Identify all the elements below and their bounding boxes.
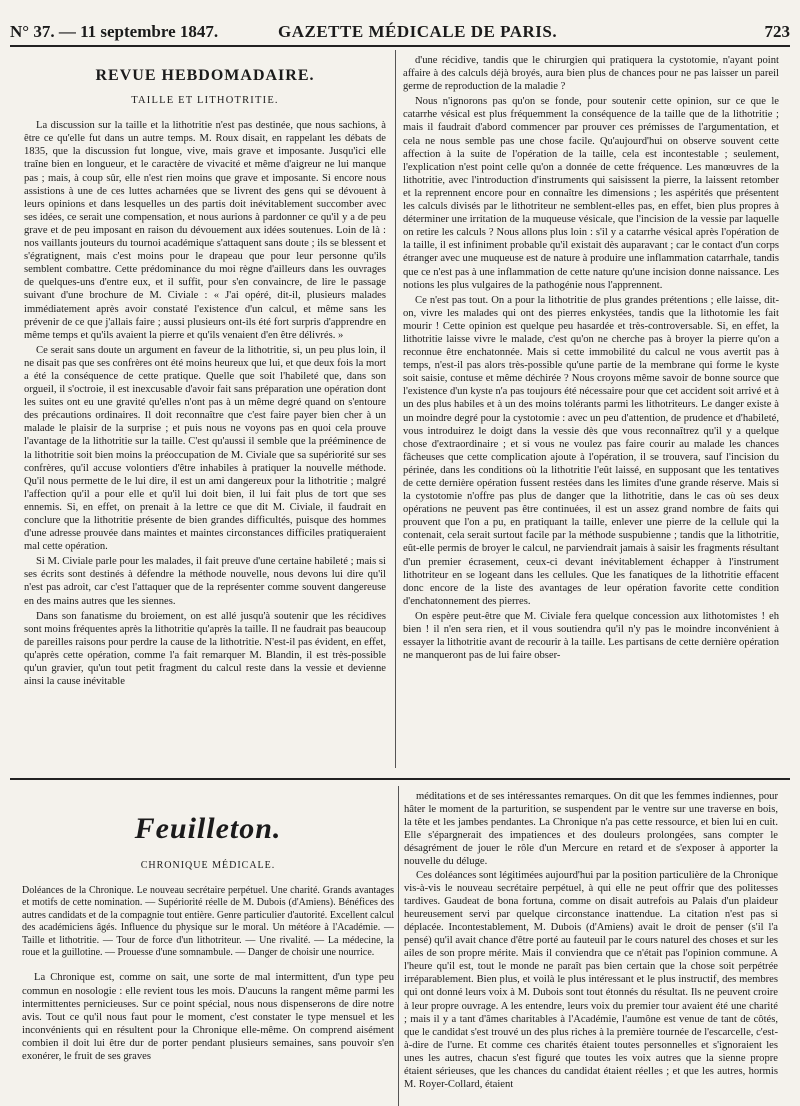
issue-date: N° 37. — 11 septembre 1847.: [10, 22, 219, 41]
chronique-heading: CHRONIQUE MÉDICALE.: [140, 860, 276, 871]
review-left-column: [24, 65, 386, 758]
feuilleton-paragraph: Ces doléances sont légitimées aujourd'hui par la position particulière de la Chronique vis-à-vis le nouveau secrétaire perpétuel, à qui elle ne peut offrir que des politesses tardives. Gaudeat de bona fortuna, comme on disait autrefois au Palais d'un plaideur heureusement servi par quelque circonstance inattendue. La citation n'est pas si déplacée. Incontestablement, M. Dubois (d'Amiens) avait le droit de penser (s'il l'a pensé) qu'il avait chance d'être porté au fauteuil par le cours naturel des choses et sur les ailes de son propre mérite. Mais il conviendra que ce n'était pas l'opinion commune. A l'heure qu'il est, tout le monde ne paraît pas bien certain que la chose soit perpétrée irréparablement. Bien plus, et voilà le plus intéressant et le plus instructif, des membres qui ont donné leurs voix à M. Dubois sont tout étonnés du résultat. Ils ne peuvent croire à leur propre ouvrage. A les entendre, leurs voix du premier tour avaient été une charité ; mais il y a tant d'âmes charitables à l'Académie, l'aumône est venue de tant de côtés, que le candidat s'est trouvé un des plus riches à la première tournée de l'escarcelle, c'est-à-dire de l'urne. Et comme ces charités étaient toutes personnelles et s'ignoraient les unes les autres, chacun s'est figuré que toutes les voix autres que la sienne propre étaient sérieuses, que les chances du candidat étaient réelles ; et que les autres, hormis M. Royer-Collard, étaient: [404, 869, 778, 1091]
review-paragraph: Ce serait sans doute un argument en faveur de la lithotritie, si, un peu plus loin, il ne disait pas que ses confrères ont été moins heureux que lui, et que deux fois la mort a été la conséquence de cette pratique. Quelle que soit l'habileté que, dans son orgueil, il s'octroie, il est inexcusable d'avoir fait sans préparation une opération dont les suites ont eu une gravité qu'elles n'ont pas à un même degré quand on s'entoure des précautions ordinaires. Il doit reconnaître que c'est faire payer bien cher à un malade le plaisir de la surprise ; et puis nous ne voyons pas en quoi cela prouve l'avantage de la lithotritie sur la taille. C'est qu'aussi il semble que la prééminence de la lithotritie soit bien moins la préoccupation de M. Civiale que sa supériorité sur ses confrères, qu'il accuse volontiers d'être inhabiles à pratiquer la nouvelle méthode. Qu'il nous permette de le lui dire, il est un ami dangereux pour la lithotritie ; malgré l'affection qu'il a pour elle et qu'il lui doit bien, il lui fait plus de tort que ses ennemis. Si, en effet, on prenait à la lettre ce que dit M. Civiale, il faudrait en conclure que la lithotritie présente de bien grandes difficultés, puisque des hommes d'une adresse prouvée dans maintes et maintes circonstances difficiles pratiqueraient mal cette opération.: [24, 344, 386, 553]
review-title: REVUE HEBDOMADAIRE.: [95, 67, 315, 84]
page-number: 723: [764, 22, 790, 41]
chronique-summary: Doléances de la Chronique. Le nouveau secrétaire perpétuel. Une charité. Grands avantages et motifs de cette nomination. — Supériorité réelle de M. Dubois (d'Amiens). Bénéfices des autres candidats et de la compagnie tout entière. Genre particulier d'autorité. Excellent calcul des académiciens âgés. Influence du physique sur le moral. Un météore à l'Académie. — Taille et lithotritie. — Tour de force d'un lithotriteur. — Une rivalité. — La médecine, la roue et la guillotine. — Prouesse d'une somnambule. — Danger de choisir une nourrice.: [22, 885, 394, 959]
journal-title: GAZETTE MÉDICALE DE PARIS.: [278, 22, 558, 41]
feuilleton-rule: [10, 778, 790, 780]
feuilleton-left-column: [22, 790, 394, 1106]
review-paragraph: On espère peut-être que M. Civiale fera quelque concession aux lithotomistes ! eh bien ! il n'en sera rien, et il vous soutiendra qu'il n'y pas le moindre inconvénient à essayer la lithotritie avant de recourir à la taille. Les partisans de cette dernière opération ne manqueront pas de lui faire obser-: [403, 610, 779, 662]
review-paragraph: d'une récidive, tandis que le chirurgien qui pratiquera la cystotomie, n'ayant point affaire à des calculs déjà broyés, aura bien plus de chances pour ne pas laisser un pareil germe de reproduction de la maladie ?: [403, 55, 779, 93]
feuilleton-paragraph: La Chronique est, comme on sait, une sorte de mal intermittent, d'un type peu commun en nosologie : elle revient tous les mois. D'aucuns la rangent même parmi les intermittentes pernicieuses. Sur ce point spécial, nous nous dispenserons de dire notre avis. Tout ce qu'il nous faut pour le moment, c'est constater le type mensuel et les inconvénients qui en résultent pour la Chronique elle-même. On comprend aisément combien il doit lui être dur de porter pendant plusieurs semaines, sans pouvoir s'en exonérer, le fruit de ses graves: [22, 972, 394, 1062]
feuilleton-paragraph: méditations et de ses intéressantes remarques. On dit que les femmes indiennes, pour hâter le moment de la parturition, se suspendent par le ventre sur une traverse en bois, la tête et les jambes pendantes. La Chronique n'a pas cette ressource, et bien lui en cuit. Elle s'épargnerait des impatiences et des douleurs prolongées, sans compter le désagrément de jouer le rôle d'un Mercure en retard et de s'exposer à apporter la nouvelle du déluge.: [404, 791, 778, 868]
review-paragraph: Nous n'ignorons pas qu'on se fonde, pour soutenir cette opinion, sur ce que le catarrhe vésical est plus fréquemment la conséquence de la taille que de la lithotritie ; mais il faudrait d'abord commencer par prouver ces prémisses de l'argumentation, et cela ne nous semble pas une chose facile. Qu'aujourd'hui on observe souvent cette affection à la suite de l'opération de la taille, cela est incontestable ; seulement, l'explication n'est point celle qu'on a donnée de cette fréquence. Les manœuvres de la lithotritie, avec l'introduction d'instruments qui saisissent la pierre, la laissent retomber et la reprennent encore pour en connaître les dimensions ; les aspérités que présentent les calculs divisés par le lithotriteur ne semblent-elles pas, en effet, bien plus propres à déterminer une irritation de la muqueuse vésicale, que l'incision de la vessie par laquelle on retire les calculs ? Nous allons plus loin : s'il y a catarrhe vésical après l'opération de la taille, il est infiniment probable qu'il existait dès auparavant ; car le contact d'un corps étranger avec une muqueuse est de nature à produire une inflammation catarrhale, tandis que ce n'est pas à une inflammation de cette nature qu'une incision donne naissance. Les notions les plus vulgaires de la pathogénie nous l'apprennent.: [403, 96, 779, 291]
header-rule: [10, 45, 790, 47]
review-subtitle: TAILLE ET LITHOTRITIE.: [131, 95, 279, 107]
feuilleton-right-column: [404, 790, 778, 1106]
column-divider: [395, 50, 396, 768]
page-header: [10, 22, 790, 44]
feuilleton-divider: [398, 786, 399, 1106]
feuilleton-title: Feuilleton.: [134, 812, 282, 845]
review-paragraph: Ce n'est pas tout. On a pour la lithotritie de plus grandes prétentions ; elle laisse, dit-on, vivre les malades qui ont des pierres enkystées, tandis que la lithotomie les fait mourir ! Cette opinion est quelque peu hasardée et très-controversable. Si, en effet, la lithotritie laisse vivre le malade, c'est qu'on ne cherche pas à broyer la pierre qu'on a reconnue être enchatonnée. Mais si cette immobilité du calcul ne vous avertit pas à temps, n'est-il pas alors très-possible qu'une partie de la membrane qui forme le kyste soit saisie, contuse et même déchirée ? Nous croyons même savoir de bonne source que l'existence d'un kyste n'a pas toujours été nécessaire pour que cet accident soit arrivé et à un des plus habiles et à un des moins tolérants parmi les lithotriteurs. Le danger existe à un moindre degré pour la cystotomie : avec un peu d'attention, de prudence et d'habileté, vous introduirez le doigt dans la vessie dès que vous reconnaîtrez qu'il y a quelque chose d'extraordinaire ; et si vous ne voulez pas faire courir au malade les chances fâcheuses que cette complication ajoute à l'opération, il se trouvera, sauf l'incision du périnée, dans les conditions où la lithotritie l'eût laissé, en supposant que les tentatives de cette dernière opération fussent restées dans les limites d'une grande réserve. Mais si la cystotomie n'offre pas plus de danger que la lithotritie, dans le cas où ses deux opérations ne peuvent pas être continuées, il est un assez grand nombre de faits qui prouvent que l'on a pu, en pratiquant la taille, enlever une pierre de la cellule qui la contenait, cela serait surtout facile par la méthode suspubienne ; tandis que la lithotritie, eût-elle permis de broyer le calcul, ne parviendrait jamais à saisir les fragments résultant d'un premier écrasement, ceux-ci devant inévitablement échapper à l'instrument lithotriteur en se logeant dans les cellules. Que les fanatiques de la lithotritie effacent donc encore de la liste des avantages de leur opération favorite cette condition d'enchatonnement des pierres.: [403, 294, 779, 607]
review-paragraph: Dans son fanatisme du broiement, on est allé jusqu'à soutenir que les récidives sont moins fréquentes après la lithotritie qu'après la taille. Il ne faudrait pas beaucoup de pareilles raisons pour perdre la cause de la lithotritie. N'est-il pas évident, en effet, qu'après cette opération, comme l'a fait remarquer M. Blandin, il est très-possible qu'un gravier, qu'un tout petit fragment du calcul reste dans la vessie et devienne ainsi la cause inévitable: [24, 610, 386, 688]
review-right-column: [403, 54, 779, 770]
review-paragraph: La discussion sur la taille et la lithotritie n'est pas destinée, que nous sachions, à être ce qu'elle fut dans un autre temps. M. Roux disait, en rappelant les débats de 1835, que la discussion fut longue, vive, mais grave et imposante. Jusqu'ici elle traîne bien en longueur, et le caractère de vivacité et même d'aigreur ne lui manque pas ; mais, à coup sûr, elle n'est rien moins que grave et imposante. Si encore nous assistions à une de ces luttes acharnées que se livrent des gens qui se dévouent à leurs opinions et dans lesquelles un des partis doit inévitablement succomber avec ses idées, ce serait une compensation, et nous aurions à pardonner ce qu'il y a de peu grave et de peu imposant en raison du dévouement aux idées soutenues. Loin de là : nos vaillants jouteurs du tournoi académique s'attaquent sans doute ; ils se blessent et s'égratignent, mais c'est moins pour le drapeau que pour leur personne qu'ils semblent combattre. Cette prédominance du moi règne d'ailleurs dans les ouvrages de quelques-uns d'entre eux, et il suffit, pour s'en convaincre, de lire le passage suivant d'une brochure de M. Civiale : « J'ai opéré, dit-il, plusieurs malades immédiatement après avoir constaté l'existence d'un calcul, et même sans les prévenir de ce que j'allais faire ; aussi plusieurs ont-ils été fort surpris d'apprendre en même temps et qu'ils avaient la pierre et qu'ils venaient d'en être délivrés. »: [24, 120, 386, 341]
review-paragraph: Si M. Civiale parle pour les malades, il fait preuve d'une certaine habileté ; mais si ses écrits sont destinés à défendre la méthode nouvelle, nous devons lui dire qu'il n'est pas adroit, car c'est l'attaquer que de la représenter comme souvent dangereuse en des mains autres que les siennes.: [24, 556, 386, 607]
feuilleton-text: [22, 971, 394, 1063]
